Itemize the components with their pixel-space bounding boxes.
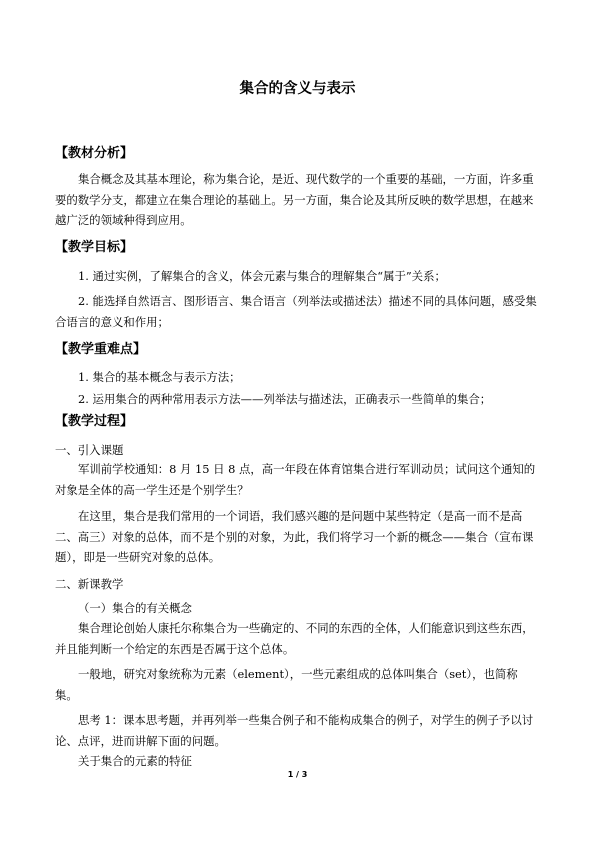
part2-paragraph-3: 思考 1：课本思考题，并再列举一些集合例子和不能构成集合的例子，对学生的例子予以讨论、点评，进而讲解下面的问题。	[55, 713, 534, 748]
part2-subtitle: （一）集合的有关概念	[78, 601, 192, 615]
page-title: 集合的含义与表示	[239, 81, 356, 97]
part2-paragraph-1: 集合理论创始人康托尔称集合为一些确定的、不同的东西的全体，人们能意识到这些东西，并且能判断一个给定的东西是否属于这个总体。	[55, 621, 534, 656]
part1-title: 一、引入课题	[55, 443, 124, 457]
goal-item-1: 1. 通过实例，了解集合的含义，体会元素与集合的理解集合“属于”关系；	[78, 269, 446, 283]
keypoint-item-1: 1. 集合的基本概念与表示方法；	[78, 370, 241, 384]
heading-process: 【教学过程】	[55, 414, 134, 429]
part2-paragraph-4: 关于集合的元素的特征	[78, 754, 192, 768]
heading-keypoints: 【教学重难点】	[55, 342, 147, 357]
keypoint-item-2: 2. 运用集合的两种常用表示方法——列举法与描述法，正确表示一些简单的集合；	[78, 392, 492, 406]
part2-paragraph-2: 一般地，研究对象统称为元素（element），一些元素组成的总体叫集合（set），也简称集。	[55, 667, 518, 702]
heading-goals: 【教学目标】	[55, 240, 134, 255]
part1-paragraph-2: 在这里，集合是我们常用的一个词语，我们感兴趣的是问题中某些特定（是高一而不是高二、高三）对象的总体，而不是个别的对象，为此，我们将学习一个新的概念——集合（宣布课题），即是一些研究对象的总体。	[55, 509, 534, 564]
analysis-paragraph: 集合概念及其基本理论，称为集合论，是近、现代数学的一个重要的基础，一方面，许多重要的数学分支，都建立在集合理论的基础上。另一方面，集合论及其所反映的数学思想，在越来越广泛的领域种得到应用。	[55, 172, 534, 227]
part2-title: 二、新课教学	[55, 577, 124, 591]
part1-paragraph-1: 军训前学校通知：8 月 15 日 8 点，高一年段在体育馆集合进行军训动员；试问这个通知的对象是全体的高一学生还是个别学生？	[55, 462, 536, 497]
goal-item-2: 2. 能选择自然语言、图形语言、集合语言（列举法或描述法）描述不同的具体问题，感受集合语言的意义和作用；	[55, 294, 537, 329]
page-number: 1 / 3	[287, 770, 308, 779]
heading-analysis: 【教材分析】	[55, 146, 134, 161]
